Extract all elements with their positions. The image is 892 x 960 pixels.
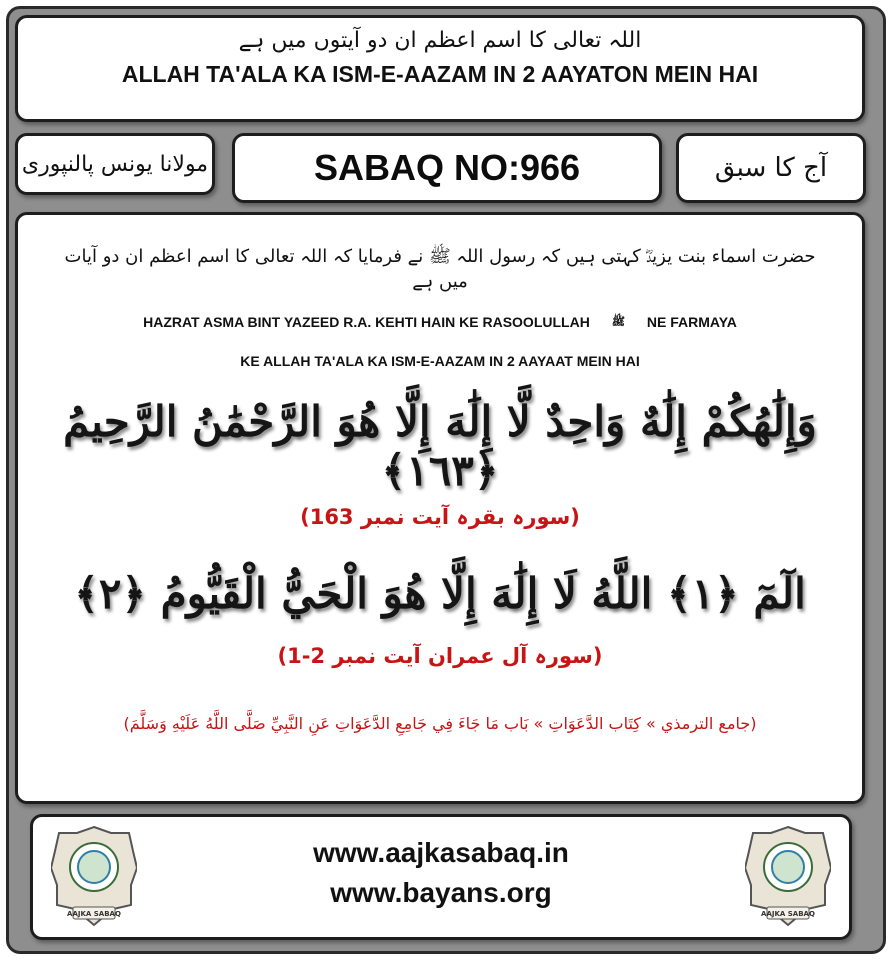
narration-english-line2: KE ALLAH TA'ALA KA ISM-E-AAZAM IN 2 AAYAAT MEIN HAI <box>240 353 640 370</box>
verse-reference-al-imran: (سورہ آل عمران آیت نمبر 2-1) <box>277 644 603 669</box>
verse-al-imran-1-2: الٓمٓ ﴿١﴾ اللَّهُ لَا إِلَٰهَ إِلَّا هُوَ الْحَيُّ الْقَيُّومُ ﴿٢﴾ <box>74 569 806 619</box>
website-link-bayans[interactable]: www.bayans.org <box>330 877 552 908</box>
website-link-aajkasabaq[interactable]: www.aajkasabaq.in <box>313 837 569 868</box>
author-panel <box>15 133 215 195</box>
aajka-sabaq-logo-right <box>745 825 831 929</box>
hadith-source-citation: (جامع الترمذي » كِتَاب الدَّعَوَاتِ » بَاب مَا جَاءَ فِي جَامِعِ الدَّعَوَاتِ عَنِ النَّبِيِّ صَلَّى اللَّهُ عَلَيْهِ وَسَلَّمَ) <box>123 714 757 734</box>
today-lesson-label: آج کا سبق <box>714 153 828 183</box>
footer-panel <box>30 814 852 940</box>
author-name: مولانا یونس پالنپوری <box>21 151 209 177</box>
narration-english-before: HAZRAT ASMA BINT YAZEED R.A. KEHTI HAIN KE RASOOLULLAH <box>143 314 590 330</box>
today-lesson-panel <box>676 133 866 203</box>
logo-label-right: AAJKA SABAQ <box>761 910 815 918</box>
narration-english-line1 <box>18 314 862 331</box>
header-panel <box>15 15 865 122</box>
verse-baqarah-163: وَإِلَٰهُكُمْ إِلَٰهٌ وَاحِدٌ لَّا إِلَٰهَ إِلَّا هُوَ الرَّحْمَٰنُ الرَّحِيمُ ﴿١٦٣﴾ <box>63 397 817 496</box>
verse-reference-baqarah: (سورہ بقرہ آیت نمبر 163) <box>300 505 580 530</box>
lesson-number: SABAQ NO:966 <box>313 147 581 188</box>
salutation-glyph: ﷺ <box>611 316 625 329</box>
main-content-panel <box>15 212 865 804</box>
lesson-number-panel <box>232 133 662 203</box>
header-title-urdu: اللہ تعالی کا اسم اعظم ان دو آیتوں میں ہے <box>238 28 642 53</box>
narration-urdu: حضرت اسماء بنت یزیدؓ کہتی ہیں کہ رسول اللہ ﷺ نے فرمایا کہ اللہ تعالی کا اسم اعظم ان دو آیات میں ہے <box>64 246 816 292</box>
logo-label-left: AAJKA SABAQ <box>67 910 121 918</box>
narration-english-after: NE FARMAYA <box>646 314 737 330</box>
header-title-english: ALLAH TA'ALA KA ISM-E-AAZAM IN 2 AAYATON MEIN HAI <box>121 61 759 87</box>
